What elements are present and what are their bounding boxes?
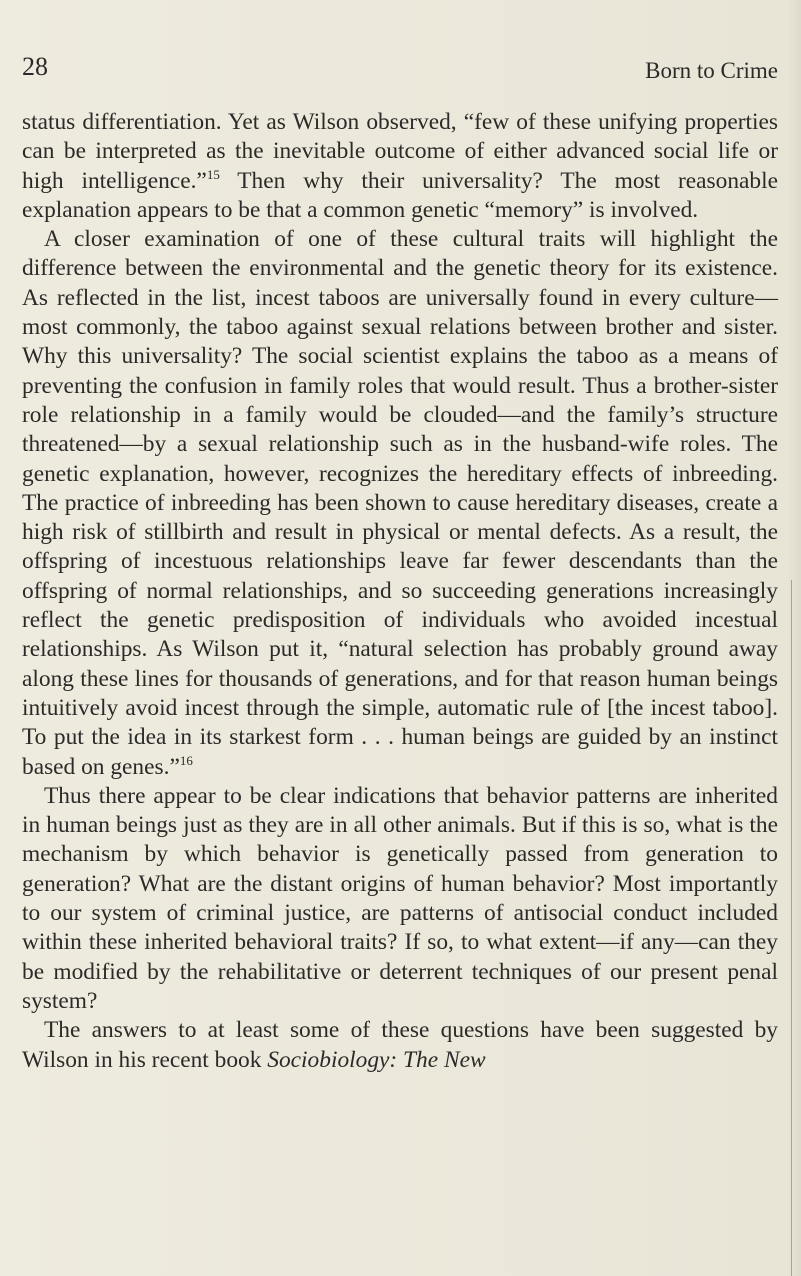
page-header bbox=[22, 52, 778, 92]
paragraph-3-text: Thus there appear to be clear indications that behavior patterns are inherited in human beings just as they are in all other animals. But if this is so, what is the mechanism by which behavior is genetically passed from generation to generation? What are the distant origins of human behavior? Most importantly to our system of criminal justice, are patterns of antisocial conduct included within these inherited behavioral traits? If so, to what extent—if any—can they be modified by the rehabilitative or deterrent techniques of our present penal system? bbox=[22, 782, 778, 1014]
paragraph-2-text: A closer examination of one of these cultural traits will highlight the difference between the environmental and the genetic theory for its existence. As reflected in the list, incest taboos are universally found in every culture—most commonly, the taboo against sexual relations between brother and sister. Why this universality? The social scientist explains the taboo as a means of preventing the confusion in family roles that would result. Thus a brother-sister role relationship in a family would be clouded—and the family’s structure threatened—by a sexual relationship such as in the husband-wife roles. The genetic explanation, however, recognizes the hereditary effects of inbreeding. The practice of inbreeding has been shown to cause hereditary diseases, create a high risk of stillbirth and result in physical or mental defects. As a result, the offspring of incestuous relationships leave far fewer descendants than the offspring of normal relationships, and so succeeding generations increasingly reflect the genetic predisposition of individuals who avoided incestual relationships. As Wilson put it, “natural selection has probably ground away along these lines for thousands of generations, and for that reason human beings intuitively avoid incest through the simple, automatic rule of [the incest taboo]. To put the idea in its starkest form . . . human beings are guided by an instinct based on genes.” bbox=[22, 226, 778, 780]
paragraph-1-text-cont: Then why their universality? The most reasonable explanation appears to be that a common genetic “memory” is involved. bbox=[22, 167, 778, 223]
footnote-ref-16: 16 bbox=[179, 752, 193, 768]
footnote-ref-15: 15 bbox=[206, 166, 220, 182]
page-edge-line bbox=[791, 580, 792, 1276]
paragraph-1 bbox=[22, 108, 778, 225]
page-number: 28 bbox=[22, 52, 48, 81]
book-title: Sociobiology: The New bbox=[267, 1046, 486, 1073]
paragraph-3 bbox=[22, 782, 778, 1016]
paragraph-4 bbox=[22, 1016, 778, 1075]
paragraph-1-text: status differentiation. Yet as Wilson observed, “few of these unifying properties can be interpreted as the inevitable outcome of either advanced social life or high intelligence.” bbox=[22, 109, 778, 194]
paragraph-4-text: The answers to at least some of these questions have been suggested by Wilson in his recent book bbox=[22, 1017, 778, 1073]
paragraph-2 bbox=[22, 225, 778, 782]
running-head: Born to Crime bbox=[645, 58, 778, 83]
page-edge-shadow bbox=[787, 0, 801, 1276]
body-text bbox=[22, 108, 778, 1075]
